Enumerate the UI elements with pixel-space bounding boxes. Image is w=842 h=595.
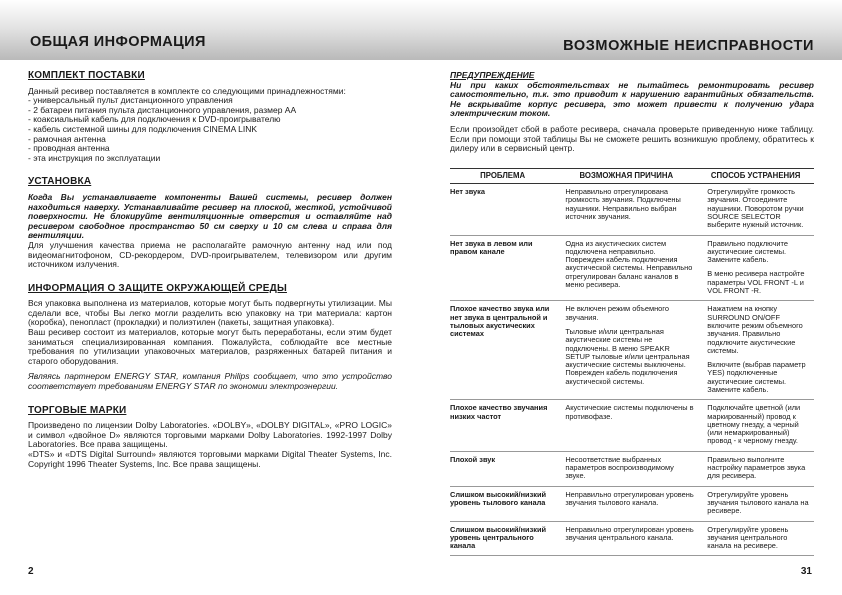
table-row: [450, 486, 814, 521]
cause-cell: [555, 235, 697, 301]
right-column: [450, 71, 814, 556]
warning-text: Ни при каких обстоятельствах не пытайтесь ремонтировать ресивер самостоятельно, т.к. это приводит к нарушению гарантийных обязательств. Не вскрывайте корпус ресивера, это может привести к получению удара электрическим током.: [450, 79, 814, 119]
cause-text: Акустические системы подключены в противофазе.: [565, 403, 694, 421]
remedy-cell: [697, 184, 814, 235]
remedy-cell: [697, 486, 814, 521]
page-title-right: ВОЗМОЖНЫЕ НЕИСПРАВНОСТИ: [563, 38, 814, 54]
cause-text: Тыловые и/или центральная акустические системы не подключены. В меню SPEAKR SETUP тыловые и/или центральная акустические системы выключены. Поврежден кабель подключения акустической системы.: [565, 326, 690, 386]
remedy-text: Подключайте цветной (или маркированный) провод к цветному гнезду, а черный (или немаркированный) провод - к черному гнезду.: [707, 403, 801, 446]
troubleshooting-table: [450, 168, 814, 557]
column-header-problem: ПРОБЛЕМА: [450, 168, 555, 183]
kit-list: [28, 96, 392, 163]
cause-text: Неправильно отрегулирован уровень звучания тылового канала.: [565, 489, 694, 507]
kit-intro: Данный ресивер поставляется в комплекте со следующими принадлежностями:: [28, 85, 346, 96]
install-warning-text: Когда Вы устанавливаете компоненты Вашей системы, ресивер должен находиться наверху. Устанавливайте ресивер на плоской, жесткой, устойчивой поверхности. Не блокируйте вентиляционные отверстия и оставляйте над ресивером свободное пространство 50 см сверху и 10 см слева и справа для вентиляции.: [28, 191, 392, 241]
table-row: [450, 521, 814, 556]
cause-text: Неправильно отрегулирован уровень звучания центрального канала.: [565, 524, 694, 542]
remedy-cell: [697, 235, 814, 301]
cause-cell: [555, 301, 697, 400]
remedy-text: Включите (выбрав параметр YES) подключенные акустические системы. Замените кабель.: [707, 360, 806, 394]
table-header-row: [450, 168, 814, 183]
remedy-text: Правильно подключите акустические системы. Замените кабель.: [707, 238, 788, 265]
environment-paragraph-1: Вся упаковка выполнена из материалов, которые могут быть подвергнуты утилизации. Мы сделали все, чтобы Вы легко могли разделить всю упаковку на три материала: картон (коробка), пенопласт (прокладки) и полиэтилен (пакеты, защитная упаковка).: [28, 298, 392, 328]
energy-star-note: Являясь партнером ENERGY STAR, компания Philips сообщает, что это устройство соответствует требованиям ENERGY STAR по экономии электроэнергии.: [28, 371, 392, 392]
list-item: - универсальный пульт дистанционного управления: [28, 95, 233, 106]
cause-text: Не включен режим объемного звучания.: [565, 304, 669, 322]
remedy-text: В меню ресивера настройте параметры VOL FRONT -L и VOL FRONT -R.: [707, 269, 805, 296]
cause-cell: [555, 521, 697, 556]
problem-cell: Нет звука: [450, 184, 555, 235]
table-row: [450, 184, 814, 235]
table-row: [450, 301, 814, 400]
remedy-text: Нажатием на кнопку SURROUND ON/OFF включите режим объемного звучания. Правильно подключите акустические системы.: [707, 304, 803, 355]
environment-paragraph-2: Ваш ресивер состоит из материалов, которые могут быть переработаны, если этим будет заниматься специализированная компания. Пожалуйста, соблюдайте все местные требования по утилизации упаковочных материалов, разряженных батарей питания и старого оборудования.: [28, 327, 392, 366]
page-number-right: 31: [800, 566, 812, 577]
problem-cell: Слишком высокий/низкий уровень центрального канала: [450, 521, 555, 556]
cause-cell: [555, 400, 697, 451]
column-header-remedy: СПОСОБ УСТРАНЕНИЯ: [697, 168, 814, 183]
list-item: - 2 батареи питания пульта дистанционного управления, размер АА: [28, 104, 297, 115]
install-section-title: УСТАНОВКА: [28, 176, 92, 188]
list-item: - проводная антенна: [28, 143, 110, 154]
table-body: [450, 184, 814, 556]
remedy-cell: [697, 451, 814, 486]
left-column: [28, 71, 392, 469]
table-row: [450, 235, 814, 301]
list-item: - коаксиальный кабель для подключения к DVD-проигрывателю: [28, 114, 281, 125]
table-row: [450, 451, 814, 486]
remedy-cell: [697, 521, 814, 556]
cause-cell: [555, 451, 697, 486]
cause-text: Одна из акустических систем подключена неправильно. Поврежден кабель подключения акустической системы. Неправильно отрегулирован баланс каналов в меню ресивера.: [565, 238, 693, 290]
page-number-left: 2: [28, 566, 34, 577]
problem-cell: Плохое качество звучания низких частот: [450, 400, 555, 451]
kit-section-title: КОМПЛЕКТ ПОСТАВКИ: [28, 70, 145, 81]
trademarks-section-title: ТОРГОВЫЕ МАРКИ: [28, 404, 127, 416]
problem-cell: Плохой звук: [450, 451, 555, 486]
remedy-cell: [697, 301, 814, 400]
remedy-text: Отрегулируйте уровень звучания центрального канала на ресивере.: [707, 524, 789, 551]
troubleshooting-intro: Если произойдет сбой в работе ресивера, сначала проверьте приведенную ниже таблицу. Если при помощи этой таблицы Вы не сможете решить возникшую проблему, обратитесь к дилеру или в сервисный центр.: [450, 123, 814, 154]
cause-text: Неправильно отрегулирована громкость звучания. Подключены наушники. Неправильно выбран источник звучания.: [565, 187, 681, 221]
page-title-left: ОБЩАЯ ИНФОРМАЦИЯ: [30, 34, 206, 50]
cause-cell: [555, 184, 697, 235]
remedy-text: Правильно выполните настройку параметров звука для ресивера.: [707, 454, 806, 481]
list-item: - кабель системной шины для подключения CINEMA LINK: [28, 123, 258, 134]
cause-text: Несоответствие выбранных параметров воспроизводимому звуке.: [565, 454, 674, 481]
list-item: - рамочная антенна: [28, 133, 106, 144]
column-header-cause: ВОЗМОЖНАЯ ПРИЧИНА: [555, 168, 697, 183]
cause-cell: [555, 486, 697, 521]
trademarks-paragraph-2: «DTS» и «DTS Digital Surround» являются торговыми марками Digital Theater Systems, Inc. Copyright 1996 Theater Systems, Inc. Все права защищены.: [28, 449, 392, 469]
install-text: Для улучшения качества приема не располагайте рамочную антенну над или под видеомагнитофоном, CD-рекордером, DVD-проигрывателем, телевизором или другим источником излучения.: [28, 239, 392, 270]
environment-section-title: ИНФОРМАЦИЯ О ЗАЩИТЕ ОКРУЖАЮЩЕЙ СРЕДЫ: [28, 282, 287, 294]
problem-cell: Слишком высокий/низкий уровень тылового канала: [450, 486, 555, 521]
remedy-text: Отрегулируйте уровень звучания тылового канала на ресивере.: [707, 489, 809, 516]
problem-cell: Плохое качество звука или нет звука в центральной и тыловых акустических системах: [450, 301, 555, 400]
table-row: [450, 400, 814, 451]
list-item: - эта инструкция по эксплуатации: [28, 152, 161, 163]
problem-cell: Нет звука в левом или правом канале: [450, 235, 555, 301]
remedy-cell: [697, 400, 814, 451]
remedy-text: Отрегулируйте громкость звучания. Отсоедините наушники. Поворотом ручки SOURCE SELECTOR выберите нужный источник.: [707, 187, 804, 230]
trademarks-paragraph-1: Произведено по лицензии Dolby Laboratories. «DOLBY», «DOLBY DIGITAL», «PRO LOGIC» и символ «двойное D» являются торговыми марками Dolby Laboratories. 1992-1997 Dolby Laboratories. Все права защищены.: [28, 420, 392, 450]
warning-title: ПРЕДУПРЕЖДЕНИЕ: [450, 70, 535, 80]
